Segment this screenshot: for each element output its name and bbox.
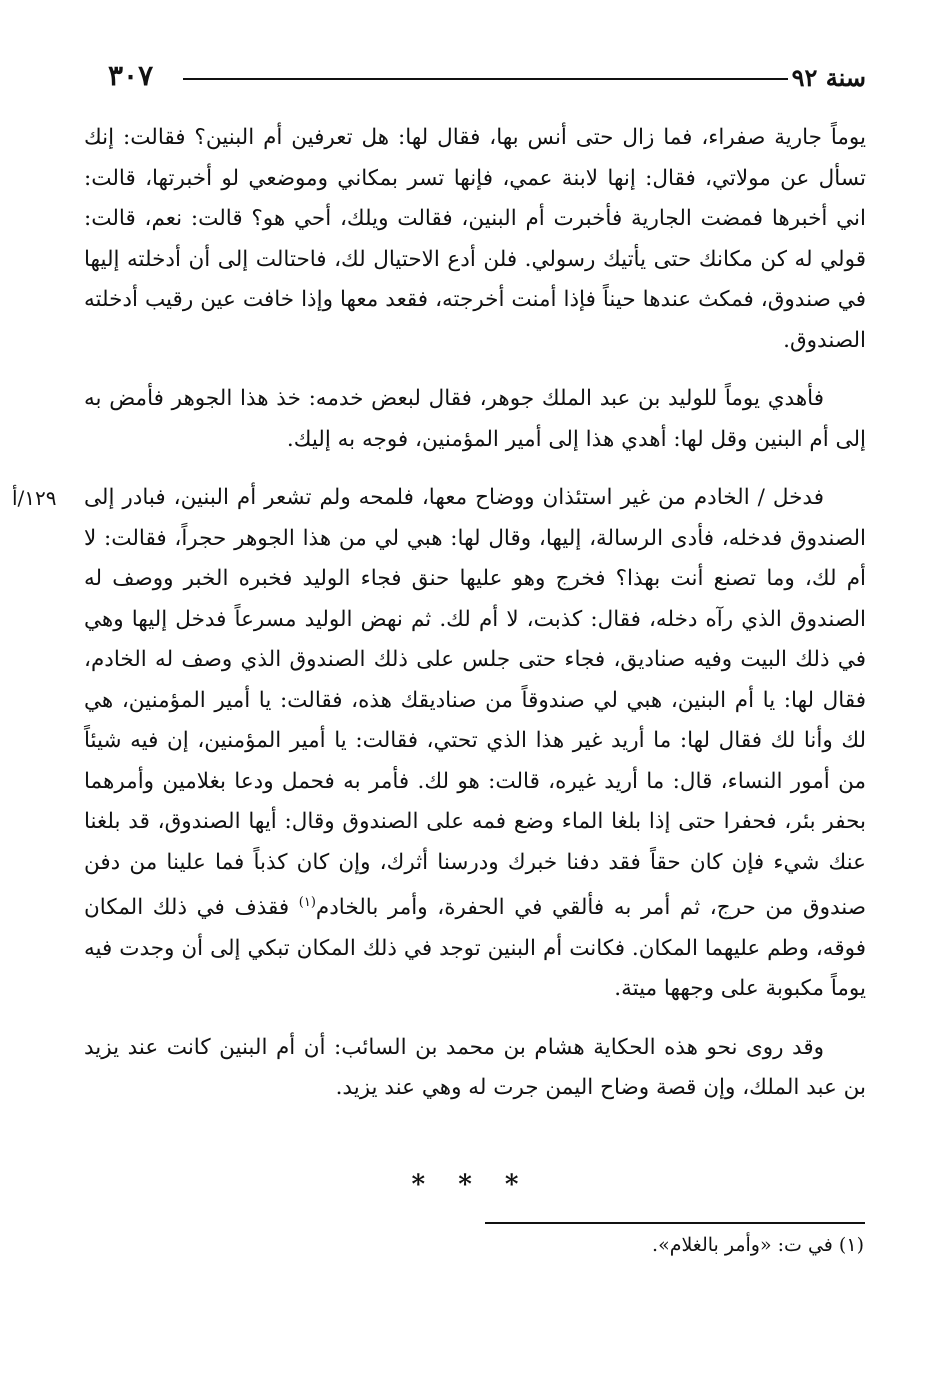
paragraph-2: فأهدي يوماً للوليد بن عبد الملك جوهر، فقال لبعض خدمه: خذ هذا الجوهر فأمض به إلى أم البنين وقل لها: أهدي هذا إلى أمير المؤمنين، فوجه به إليك. xyxy=(84,386,866,452)
section-separator: * * * xyxy=(411,1170,531,1200)
paragraph-1: يوماً جارية صفراء، فما زال حتى أنس بها، فقال لها: هل تعرفين أم البنين؟ فقالت: إنك تسأل عن مولاتي، فقال: إنها لابنة عمي، فإنها تسر بمكاني وموضعي لو أخبرتها، قالت: اني أخبرها فمضت الجارية فأخبرت أم البنين، فقالت ويلك، أحي هو؟ قالت: نعم، قالت: قولي له كن مكانك حتى يأتيك رسولي. فلن أدع الاحتيال لك، فاحتالت إلى أن أدخلته إليها في صندوق، فمكث عندها حيناً فإذا أمنت أخرجته، فقعد معها وإذا خافت عين رقيب أدخلته الصندوق. xyxy=(84,125,866,353)
footnote-1: (١) في ت: «وأمر بالغلام». xyxy=(652,1234,864,1256)
header-rule xyxy=(183,78,788,80)
main-text xyxy=(12,118,866,1109)
paragraph-3-text: فدخل / الخادم من غير استئذان ووضاح معها، فلمحه ولم تشعر أم البنين، فبادر إلى الصندوق فدخله، فأدى الرسالة، إليها، وقال لها: هبي لي من هذا الجوهر حجراً، فقالت: لا أم لك، وما تصنع أنت بهذا؟ فخرج وهو عليها حنق فجاء الوليد فخبره الخبر ووصف له الصندوق الذي رآه دخله، فقال: كذبت، لا أم لك. ثم نهض الوليد مسرعاً فدخل إليها وهي في ذلك البيت وفيه صناديق، فجاء حتى جلس على ذلك الصندوق الذي وصف له الخادم، فقال لها: يا أم البنين، هبي لي صندوقاً من صناديقك هذه، فقالت: يا أمير المؤمنين، هي لك وأنا لك فقال لها: ما أريد غير هذا الذي تحتي، فقالت: يا أمير المؤمنين، إن فيه شيئاً من أمور النساء، قال: ما أريد غيره، قالت: هو لك. فأمر به فحمل ودعا بغلامين وأمرهما بحفر بئر، فحفرا حتى إذا بلغا الماء وضع فمه على الصندوق وقال: أيها الصندوق، قد بلغنا عنك شيء فإن كان حقاً فقد دفنا خبرك ودرسنا أثرك، وإن كان كذباً فما علينا من دفن صندوق من حرج، ثم أمر به فألقي في الحفرة، وأمر بالخادم xyxy=(84,485,866,921)
manuscript-folio-marker: ١٢٩/أ xyxy=(12,486,57,510)
running-head-year: سنة ٩٢ xyxy=(791,63,866,92)
paragraph-4: وقد روى نحو هذه الحكاية هشام بن محمد بن السائب: أن أم البنين كانت عند يزيد بن عبد الملك، وإن قصة وضاح اليمن جرت له وهي عند يزيد. xyxy=(84,1034,866,1101)
footnote-reference[interactable]: (١) xyxy=(298,895,316,910)
paragraph-3 xyxy=(12,478,866,1010)
page-number: ٣٠٧ xyxy=(108,59,154,92)
page-header xyxy=(108,55,866,103)
footnote-rule xyxy=(485,1222,865,1224)
paragraph-3-tail: فقذف في ذلك المكان فوقه، وطم عليهما المكان. فكانت أم البنين توجد في ذلك المكان تبكي إلى أن وجدت فيه يوماً مكبوبة على وجهها ميتة. xyxy=(84,895,866,1002)
